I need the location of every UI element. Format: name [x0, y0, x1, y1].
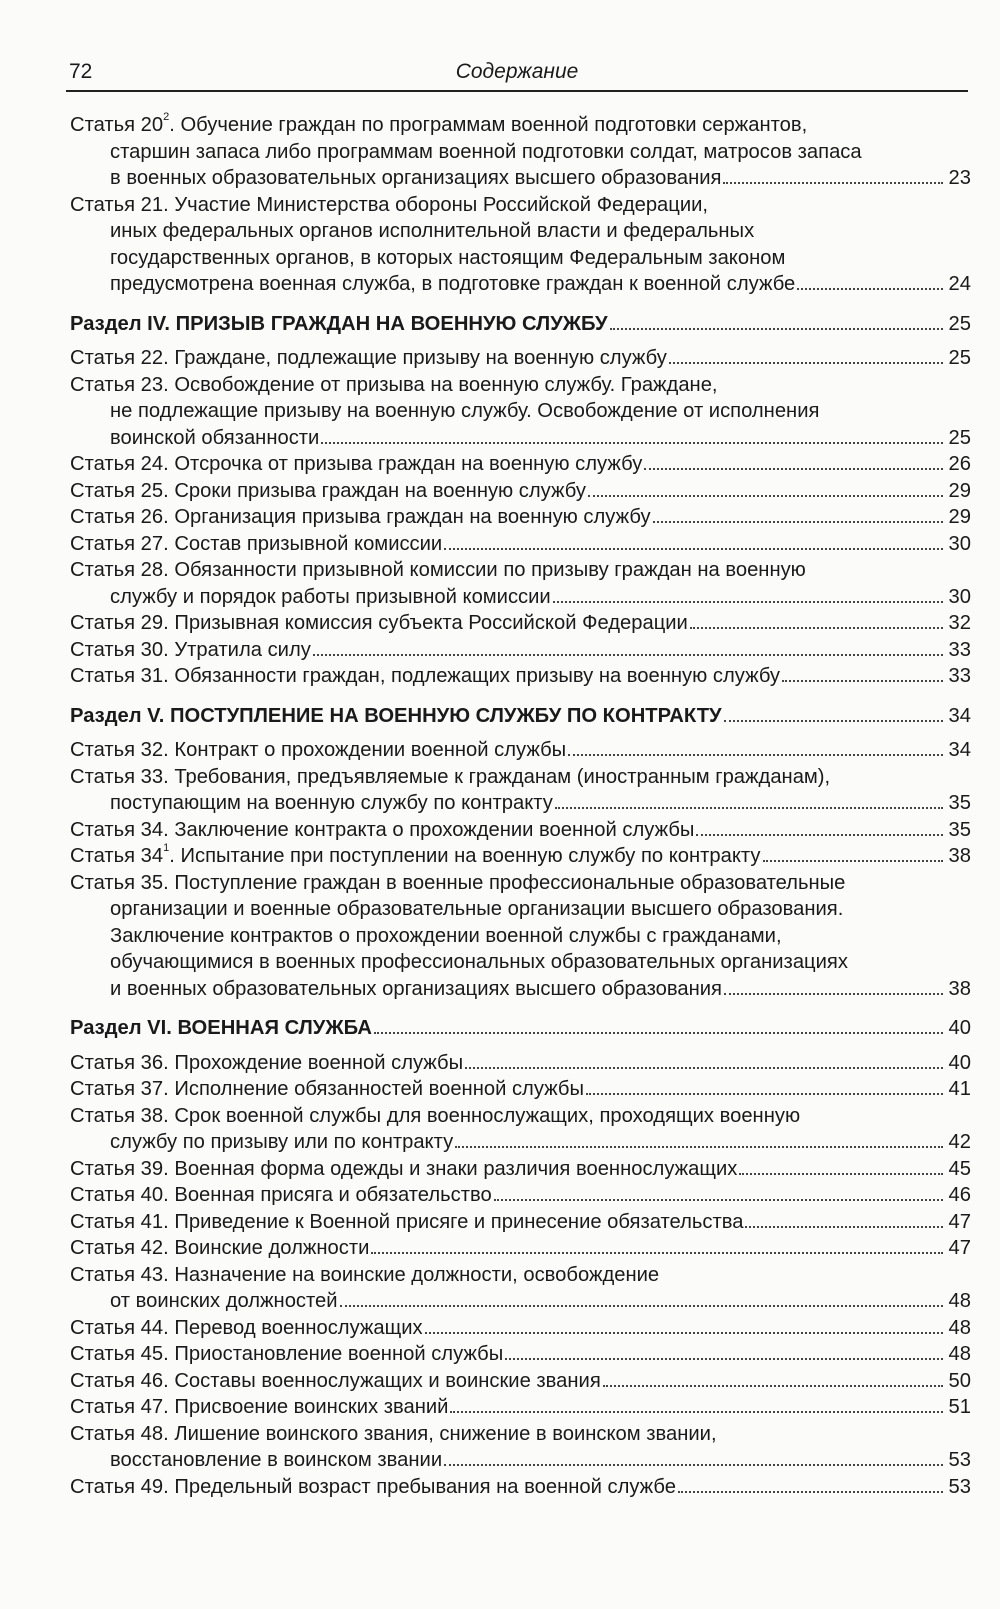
toc-article-title: . Испытание при поступлении на военную службу по контракту	[169, 845, 761, 867]
toc-line	[70, 637, 971, 664]
toc-line-text: государственных органов, в которых настоящим Федеральным законом	[110, 246, 786, 269]
toc-line	[70, 1288, 971, 1315]
toc-line-text: организации и военные образовательные организации высшего образования.	[110, 898, 844, 920]
dot-leader	[669, 362, 943, 364]
toc-line	[70, 1262, 971, 1289]
toc-line	[70, 478, 971, 505]
toc-page-number: 33	[948, 665, 971, 687]
toc-line	[70, 610, 971, 637]
toc-entry	[70, 663, 971, 690]
dot-leader	[690, 627, 943, 629]
toc-line	[70, 976, 971, 1003]
toc-entry	[70, 817, 971, 844]
dot-leader	[745, 1226, 943, 1228]
toc-line-text: Статья 40. Военная присяга и обязательство	[70, 1184, 492, 1206]
toc-line-text: службу и порядок работы призывной комиссии	[110, 585, 551, 608]
dot-leader	[603, 1385, 943, 1387]
toc-line-text: от воинских должностей	[110, 1290, 338, 1312]
dot-leader	[374, 1032, 943, 1034]
dot-leader	[739, 1173, 943, 1175]
toc-page-number: 35	[948, 792, 971, 814]
toc-page-number: 25	[948, 347, 971, 369]
toc-line	[70, 1050, 971, 1077]
toc-page-number: 29	[948, 506, 971, 528]
toc-page-number: 25	[948, 426, 971, 449]
toc-line	[70, 1103, 971, 1130]
toc-line-text: Статья 42. Воинские должности	[70, 1237, 370, 1259]
table-of-contents	[70, 112, 971, 1500]
dot-leader	[505, 1358, 943, 1360]
toc-line	[70, 218, 971, 245]
toc-line-text: иных федеральных органов исполнительной власти и федеральных	[110, 220, 755, 242]
toc-line-text: Статья 34. Заключение контракта о прохождении военной службы	[70, 818, 695, 841]
toc-entry	[70, 1209, 971, 1236]
toc-line-text: и военных образовательных организациях высшего образования	[110, 977, 722, 1000]
toc-line-text: Статья 33. Требования, предъявляемые к гражданам (иностранным гражданам),	[70, 765, 831, 788]
toc-line-text: Статья 44. Перевод военнослужащих	[70, 1316, 423, 1339]
toc-page-number: 24	[948, 273, 971, 295]
toc-line-text: Статья 36. Прохождение военной службы	[70, 1051, 464, 1074]
toc-line	[70, 1235, 971, 1262]
dot-leader	[653, 521, 943, 523]
toc-entry	[70, 637, 971, 664]
dot-leader	[568, 754, 943, 756]
toc-line	[70, 192, 971, 219]
toc-line-text: Статья 38. Срок военной службы для военнослужащих, проходящих военную	[70, 1104, 801, 1127]
toc-entry	[70, 764, 971, 817]
page-number: 72	[69, 60, 93, 83]
toc-page-number: 25	[948, 312, 971, 335]
toc-line	[70, 584, 971, 611]
toc-entry	[70, 870, 971, 1003]
toc-line-text: Статья 45. Приостановление военной службы	[70, 1343, 504, 1365]
toc-line-text: Статья 25. Сроки призыва граждан на военную службу	[70, 479, 586, 502]
toc-line-text: Статья 43. Назначение на воинские должности, освобождение	[70, 1263, 660, 1286]
toc-line-text: поступающим на военную службу по контракту	[110, 792, 553, 814]
toc-entry	[70, 1341, 971, 1368]
toc-line	[70, 165, 971, 192]
toc-superscript: 1	[163, 842, 170, 854]
toc-line-text: Статья 32. Контракт о прохождении военной службы	[70, 739, 567, 761]
dot-leader	[588, 495, 943, 497]
dot-leader	[494, 1199, 943, 1201]
toc-page-number: 35	[948, 818, 971, 841]
toc-line	[70, 1474, 971, 1501]
toc-page-number: 30	[948, 532, 971, 555]
toc-entry	[70, 1421, 971, 1474]
toc-page-number: 38	[948, 845, 971, 867]
toc-page-number: 40	[948, 1051, 971, 1074]
toc-line	[70, 663, 971, 690]
toc-line	[70, 1447, 971, 1474]
toc-entry	[70, 1368, 971, 1395]
toc-line-text: восстановление в воинском звании	[110, 1449, 443, 1471]
toc-line-text: Статья 28. Обязанности призывной комиссии по призыву граждан на военную	[70, 559, 806, 581]
toc-line-text: Статья 27. Состав призывной комиссии	[70, 532, 443, 555]
page-header	[66, 58, 968, 92]
toc-page-number: 34	[948, 704, 971, 727]
dot-leader	[371, 1252, 943, 1254]
dot-leader	[610, 328, 943, 330]
toc-page-number: 48	[948, 1343, 971, 1365]
toc-page-number: 47	[948, 1237, 971, 1259]
toc-page-number: 50	[948, 1369, 971, 1392]
toc-superscript: 2	[163, 111, 170, 123]
toc-line-text: Статья 23. Освобождение от призыва на военную службу. Граждане,	[70, 373, 718, 396]
toc-line	[70, 896, 971, 923]
dot-leader	[723, 182, 943, 184]
toc-line-text: не подлежащие призыву на военную службу. Освобождение от исполнения	[110, 400, 820, 422]
toc-entry	[70, 843, 971, 870]
toc-line-text: обучающимися в военных профессиональных образовательных организациях	[110, 951, 848, 973]
running-title: Содержание	[455, 60, 579, 83]
toc-line	[70, 1182, 971, 1209]
toc-entry	[70, 451, 971, 478]
toc-line-text: предусмотрена военная служба, в подготовке граждан к военной службе	[110, 273, 796, 295]
toc-page-number: 53	[948, 1449, 971, 1471]
toc-entry	[70, 1262, 971, 1315]
dot-leader	[586, 1093, 943, 1095]
toc-entry	[70, 504, 971, 531]
dot-leader	[678, 1491, 943, 1493]
toc-line	[70, 372, 971, 399]
toc-page-number: 48	[948, 1290, 971, 1312]
toc-entry	[70, 1315, 971, 1342]
toc-entry	[70, 478, 971, 505]
toc-page-number: 23	[948, 167, 971, 189]
dot-leader	[797, 288, 943, 290]
toc-line	[70, 112, 971, 139]
dot-leader	[782, 680, 943, 682]
toc-entry	[70, 531, 971, 558]
toc-line	[70, 504, 971, 531]
dot-leader	[724, 993, 943, 995]
toc-page-number: 46	[948, 1184, 971, 1206]
dot-leader	[455, 1146, 943, 1148]
toc-line	[70, 949, 971, 976]
dot-leader	[553, 601, 943, 603]
toc-line	[70, 1368, 971, 1395]
toc-entry	[70, 610, 971, 637]
toc-line-text: воинской обязанности	[110, 426, 320, 449]
toc-page-number: 26	[948, 453, 971, 475]
toc-line-text: Статья 31. Обязанности граждан, подлежащих призыву на военную службу	[70, 665, 781, 687]
toc-page-number: 47	[948, 1210, 971, 1233]
toc-line	[70, 398, 971, 425]
toc-line	[70, 1421, 971, 1448]
toc-article-prefix: Статья 20	[70, 114, 164, 136]
toc-section-heading	[70, 703, 971, 730]
toc-line	[70, 870, 971, 897]
toc-line-text: Раздел VI. ВОЕННАЯ СЛУЖБА	[70, 1017, 372, 1039]
toc-entry	[70, 345, 971, 372]
toc-line-text: Статья 24. Отсрочка от призыва граждан на военную службу	[70, 453, 643, 475]
toc-page-number: 53	[948, 1475, 971, 1498]
toc-line	[70, 245, 971, 272]
toc-page-number: 45	[948, 1157, 971, 1180]
toc-line-text: Статья 37. Исполнение обязанностей военной службы	[70, 1078, 584, 1100]
toc-section-heading	[70, 311, 971, 338]
toc-line-text	[70, 112, 807, 139]
toc-entry	[70, 1474, 971, 1501]
toc-article-title: . Обучение граждан по программам военной подготовки сержантов,	[169, 114, 808, 136]
toc-section-heading	[70, 1015, 971, 1042]
toc-line-text: Статья 26. Организация призыва граждан на военную службу	[70, 506, 651, 528]
toc-line	[70, 764, 971, 791]
toc-line	[70, 703, 971, 730]
toc-entry	[70, 1156, 971, 1183]
toc-page-number: 40	[948, 1017, 971, 1039]
toc-line	[70, 139, 971, 166]
toc-line-text: Статья 47. Присвоение воинских званий	[70, 1396, 449, 1418]
toc-line	[70, 311, 971, 338]
toc-entry	[70, 372, 971, 452]
toc-entry	[70, 737, 971, 764]
toc-entry	[70, 1182, 971, 1209]
toc-line	[70, 271, 971, 298]
toc-line-text: Статья 35. Поступление граждан в военные профессиональные образовательные	[70, 871, 846, 894]
toc-line	[70, 451, 971, 478]
toc-line	[70, 1209, 971, 1236]
toc-entry	[70, 112, 971, 192]
toc-line	[70, 1076, 971, 1103]
toc-page-number: 38	[948, 977, 971, 1000]
toc-line-text: в военных образовательных организациях высшего образования	[110, 167, 722, 189]
dot-leader	[644, 468, 943, 470]
toc-line	[70, 1394, 971, 1421]
toc-line-text: Статья 49. Предельный возраст пребывания на военной службе	[70, 1475, 676, 1498]
toc-line-text: Статья 48. Лишение воинского звания, снижение в воинском звании,	[70, 1422, 717, 1445]
toc-line-text: Статья 22. Граждане, подлежащие призыву на военную службу	[70, 347, 667, 369]
dot-leader	[444, 1464, 943, 1466]
toc-page-number: 51	[948, 1396, 971, 1418]
toc-entry	[70, 1394, 971, 1421]
toc-line	[70, 1341, 971, 1368]
toc-page-number: 33	[948, 638, 971, 661]
toc-line	[70, 790, 971, 817]
toc-line	[70, 1129, 971, 1156]
toc-entry	[70, 1235, 971, 1262]
toc-line	[70, 531, 971, 558]
toc-page-number: 48	[948, 1316, 971, 1339]
toc-line	[70, 1315, 971, 1342]
toc-entry	[70, 557, 971, 610]
dot-leader	[555, 807, 943, 809]
toc-page-number: 30	[948, 585, 971, 608]
toc-page-number: 34	[948, 739, 971, 761]
dot-leader	[696, 834, 943, 836]
toc-line	[70, 557, 971, 584]
dot-leader	[724, 720, 943, 722]
toc-article-prefix: Статья 34	[70, 845, 164, 867]
toc-page-number: 41	[948, 1078, 971, 1100]
toc-page-number: 42	[948, 1131, 971, 1153]
toc-entry	[70, 1076, 971, 1103]
toc-line	[70, 425, 971, 452]
toc-entry	[70, 1103, 971, 1156]
toc-line-text: Раздел V. ПОСТУПЛЕНИЕ НА ВОЕННУЮ СЛУЖБУ ПО КОНТРАКТУ	[70, 704, 722, 727]
toc-line	[70, 817, 971, 844]
toc-line-text: Статья 30. Утратила силу	[70, 638, 311, 661]
dot-leader	[425, 1332, 943, 1334]
dot-leader	[444, 548, 943, 550]
toc-line-text: старшин запаса либо программам военной подготовки солдат, матросов запаса	[110, 140, 862, 163]
dot-leader	[450, 1411, 943, 1413]
dot-leader	[763, 860, 944, 862]
toc-line	[70, 843, 971, 870]
dot-leader	[321, 442, 943, 444]
toc-line-text: Статья 21. Участие Министерства обороны Российской Федерации,	[70, 193, 709, 216]
dot-leader	[465, 1067, 943, 1069]
toc-line	[70, 737, 971, 764]
toc-line	[70, 1015, 971, 1042]
dot-leader	[340, 1305, 943, 1307]
toc-line-text: Статья 39. Военная форма одежды и знаки различия военнослужащих	[70, 1157, 738, 1180]
dot-leader	[313, 654, 943, 656]
toc-line-text: Заключение контрактов о прохождении военной службы с гражданами,	[110, 924, 782, 947]
toc-line-text	[70, 843, 761, 870]
toc-entry	[70, 192, 971, 298]
toc-line	[70, 923, 971, 950]
toc-line-text: службу по призыву или по контракту	[110, 1131, 454, 1153]
toc-line	[70, 345, 971, 372]
toc-line	[70, 1156, 971, 1183]
toc-line-text: Статья 29. Призывная комиссия субъекта Российской Федерации	[70, 612, 688, 634]
toc-line-text: Статья 46. Составы военнослужащих и воинские звания	[70, 1369, 601, 1392]
toc-page-number: 32	[948, 612, 971, 634]
toc-line-text: Раздел IV. ПРИЗЫВ ГРАЖДАН НА ВОЕННУЮ СЛУЖБУ	[70, 312, 608, 335]
toc-entry	[70, 1050, 971, 1077]
toc-page-number: 29	[948, 479, 971, 502]
toc-line-text: Статья 41. Приведение к Военной присяге и принесение обязательства	[70, 1210, 744, 1233]
